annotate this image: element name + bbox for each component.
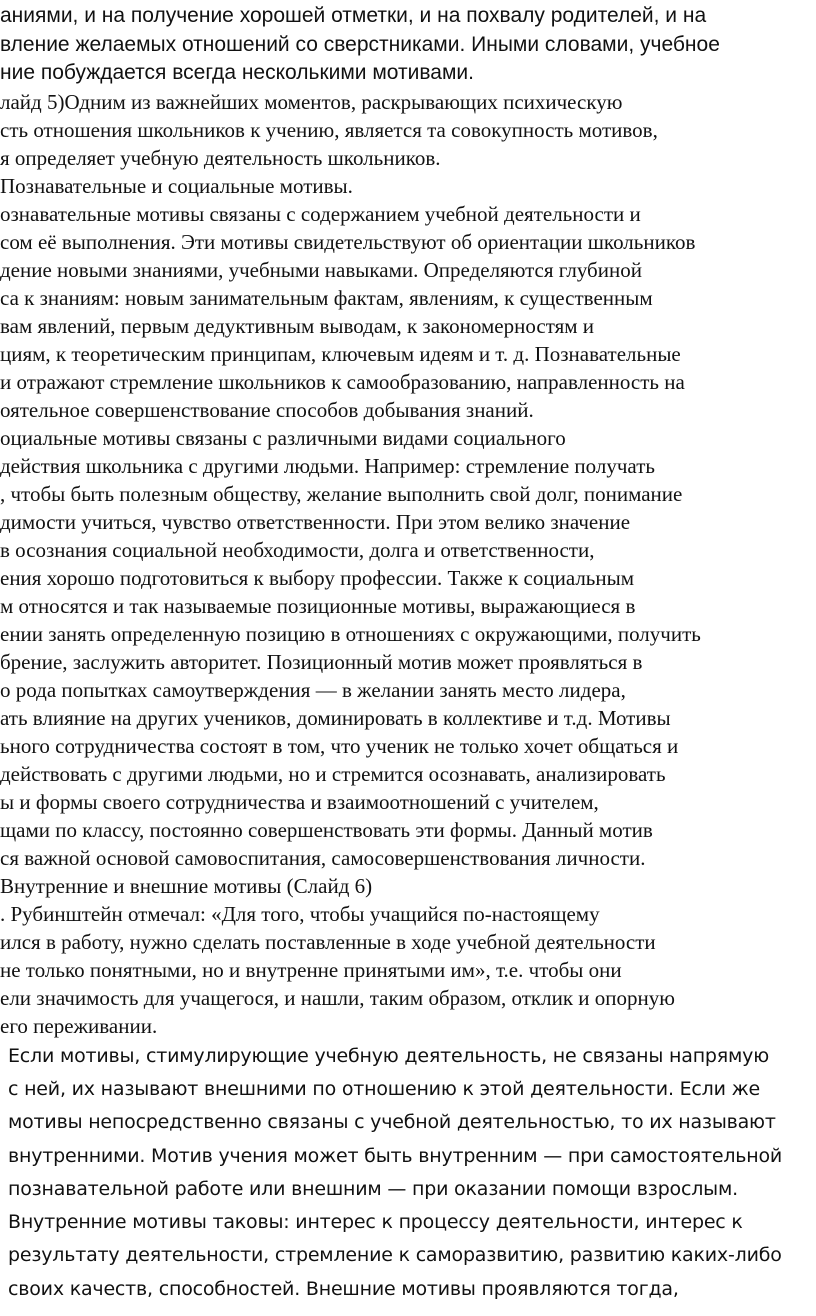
text-line: ать влияние на других учеников, доминировать в коллективе и т.д. Мотивы <box>0 706 671 730</box>
text-line: действовать с другими людьми, но и стремится осознавать, анализировать <box>0 762 666 786</box>
text-line: своих качеств, способностей. Внешние мотивы проявляются тогда, <box>8 1278 679 1300</box>
text-line: ы и формы своего сотрудничества и взаимоотношений с учителем, <box>0 790 599 814</box>
text-line: внутренними. Мотив учения может быть внутренним — при самостоятельной <box>8 1145 783 1167</box>
text-line: сом её выполнения. Эти мотивы свидетельствуют об ориентации школьников <box>0 230 696 254</box>
text-line: , чтобы быть полезным обществу, желание выполнить свой долг, понимание <box>0 482 683 506</box>
text-line: Если мотивы, стимулирующие учебную деятельность, не связаны напрямую <box>8 1045 769 1067</box>
text-line: ении занять определенную позицию в отношениях с окружающими, получить <box>0 622 701 646</box>
text-line: ился в работу, нужно сделать поставленные в ходе учебной деятельности <box>0 930 656 954</box>
text-line: дение новыми знаниями, учебными навыками. Определяются глубиной <box>0 258 642 282</box>
text-line: ся важной основой самовоспитания, самосовершенствования личности. <box>0 846 646 870</box>
text-line: . Рубинштейн отмечал: «Для того, чтобы учащийся по-настоящему <box>0 902 600 926</box>
text-line: са к знаниям: новым занимательным фактам, явлениям, к существенным <box>0 286 653 310</box>
text-line: оциальные мотивы связаны с различными видами социального <box>0 426 566 450</box>
text-line: ели значимость для учащегося, и нашли, таким образом, отклик и опорную <box>0 986 675 1010</box>
text-line: брение, заслужить авторитет. Позиционный мотив может проявляться в <box>0 650 643 674</box>
text-line: познавательной работе или внешним — при оказании помощи взрослым. <box>8 1178 738 1200</box>
text-line: м относятся и так называемые позиционные мотивы, выражающиеся в <box>0 594 636 618</box>
text-line: щами по классу, постоянно совершенствовать эти формы. Данный мотив <box>0 818 653 842</box>
text-line: я определяет учебную деятельность школьников. <box>0 146 441 170</box>
text-line: результату деятельности, стремление к саморазвитию, развитию каких-либо <box>8 1244 782 1266</box>
text-line: сть отношения школьников к учению, является та совокупность мотивов, <box>0 118 658 142</box>
text-line: ние побуждается всегда несколькими мотивами. <box>0 61 474 84</box>
text-line: с ней, их называют внешними по отношению к этой деятельности. Если же <box>8 1078 761 1100</box>
text-line: Внутренние мотивы таковы: интерес к процессу деятельности, интерес к <box>8 1211 743 1233</box>
text-line: действия школьника с другими людьми. Например: стремление получать <box>0 454 655 478</box>
section-heading: Познавательные и социальные мотивы. <box>0 174 353 198</box>
text-line: о рода попытках самоутверждения — в желании занять место лидера, <box>0 678 626 702</box>
text-line: вам явлений, первым дедуктивным выводам, к закономерностям и <box>0 314 595 338</box>
text-line: ьного сотрудничества состоят в том, что ученик не только хочет общаться и <box>0 734 679 758</box>
text-line: и отражают стремление школьников к самообразованию, направленность на <box>0 370 685 394</box>
section-heading: Внутренние и внешние мотивы (Слайд 6) <box>0 874 373 898</box>
text-line: оятельное совершенствование способов добывания знаний. <box>0 398 534 422</box>
text-line: ознавательные мотивы связаны с содержанием учебной деятельности и <box>0 202 641 226</box>
text-line: вление желаемых отношений со сверстниками. Иными словами, учебное <box>0 33 720 56</box>
text-line: ения хорошо подготовиться к выбору профессии. Также к социальным <box>0 566 635 590</box>
text-line: лайд 5)Одним из важнейших моментов, раскрывающих психическую <box>0 90 623 114</box>
text-line: его переживании. <box>0 1014 158 1038</box>
text-line: аниями, и на получение хорошей отметки, и на похвалу родителей, и на <box>0 4 707 27</box>
text-line: мотивы непосредственно связаны с учебной деятельностью, то их называют <box>8 1111 776 1133</box>
text-line: в осознания социальной необходимости, долга и ответственности, <box>0 538 595 562</box>
text-line: циям, к теоретическим принципам, ключевым идеям и т. д. Познавательные <box>0 342 681 366</box>
text-line: димости учиться, чувство ответственности. При этом велико значение <box>0 510 631 534</box>
text-line: не только понятными, но и внутренне принятыми им», т.е. чтобы они <box>0 958 622 982</box>
